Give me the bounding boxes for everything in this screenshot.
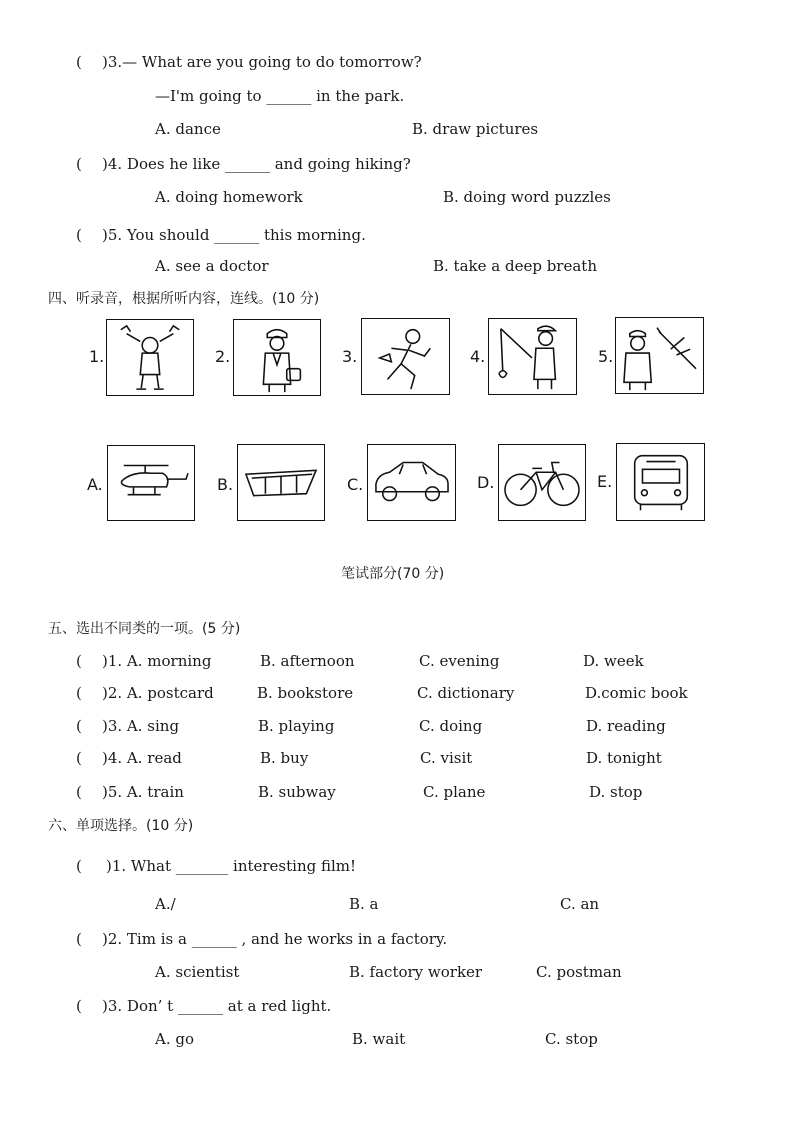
bus-picture[interactable] (616, 443, 705, 521)
p6-q3-option-a: A. go (155, 1030, 195, 1048)
p5-q3-paren[interactable]: ( (76, 717, 82, 735)
p5-q2-option-c: C. dictionary (417, 684, 515, 702)
boat-icon (238, 445, 324, 520)
p6-q3-option-b: B. wait (352, 1030, 406, 1048)
p5-q5-option-d: D. stop (589, 783, 643, 801)
fisherman-icon (489, 319, 576, 394)
p5-q4-option-d: D. tonight (586, 749, 662, 767)
postman-picture[interactable] (233, 319, 321, 396)
pilot-picture[interactable] (615, 317, 704, 394)
p6-q1-option-c: C. an (560, 895, 600, 913)
p5-q1-option-d: D. week (583, 652, 644, 670)
part5-heading: 五、选出不同类的一项。(5 分) (48, 621, 241, 637)
match-number-1: 1. (89, 347, 105, 366)
q5-option-b: B. take a deep breath (433, 257, 597, 275)
p6-q3-paren[interactable]: ( (76, 997, 82, 1015)
boat-picture[interactable] (237, 444, 325, 521)
p5-q1-option-c: C. evening (419, 652, 500, 670)
q5-stem: )5. You should ______ this morning. (102, 226, 366, 244)
p5-q5-option-b: B. subway (258, 783, 336, 801)
p6-q2-paren[interactable]: ( (76, 930, 82, 948)
q4-stem: )4. Does he like ______ and going hiking? (102, 155, 411, 173)
part6-heading: 六、单项选择。(10 分) (48, 818, 194, 834)
p5-q3-option-b: B. playing (258, 717, 335, 735)
p6-q1-option-a: A./ (155, 895, 176, 913)
mechanic-icon (107, 320, 193, 395)
q4-paren[interactable]: ( (76, 155, 82, 173)
p5-q1-paren[interactable]: ( (76, 652, 82, 670)
q3-paren[interactable]: ( (76, 53, 82, 71)
written-part-heading: 笔试部分(70 分) (341, 566, 445, 582)
p5-q4-option-b: B. buy (260, 749, 309, 767)
match-number-5: 5. (598, 347, 614, 366)
match-number-3: 3. (342, 347, 358, 366)
p5-q3-option-c: C. doing (419, 717, 483, 735)
q3-option-a: A. dance (155, 120, 221, 138)
running-man-picture[interactable] (361, 318, 450, 395)
p6-q1-paren[interactable]: ( (76, 857, 82, 875)
p5-q2-option-b: B. bookstore (257, 684, 354, 702)
car-icon (368, 445, 455, 520)
p5-q2-option-d: D.comic book (585, 684, 688, 702)
q3-option-b: B. draw pictures (412, 120, 539, 138)
q3-stem-line2: —I'm going to ______ in the park. (155, 87, 405, 105)
p5-q3-option-d: D. reading (586, 717, 666, 735)
q5-option-a: A. see a doctor (155, 257, 269, 275)
mechanic-picture[interactable] (106, 319, 194, 396)
p6-q1-option-b: B. a (349, 895, 379, 913)
match-number-4: 4. (470, 347, 486, 366)
bus-icon (617, 444, 704, 520)
match-letter-a: A. (87, 475, 103, 494)
q4-option-b: B. doing word puzzles (443, 188, 611, 206)
match-letter-c: C. (347, 475, 364, 494)
part4-heading: 四、听录音，根据所听内容，连线。(10 分) (48, 291, 320, 307)
helicopter-icon (108, 446, 194, 520)
postman-icon (234, 320, 320, 395)
p5-q2-option-a: )2. A. postcard (102, 684, 214, 702)
match-number-2: 2. (215, 347, 231, 366)
helicopter-picture[interactable] (107, 445, 195, 521)
q3-stem: )3.— What are you going to do tomorrow? (102, 53, 422, 71)
bicycle-icon (499, 445, 585, 520)
p5-q1-option-b: B. afternoon (260, 652, 355, 670)
running-man-icon (362, 319, 449, 394)
q4-option-a: A. doing homework (155, 188, 303, 206)
p6-q3-stem: )3. Don’ t ______ at a red light. (102, 997, 332, 1015)
p5-q1-option-a: )1. A. morning (102, 652, 212, 670)
p6-q3-option-c: C. stop (545, 1030, 598, 1048)
q5-paren[interactable]: ( (76, 226, 82, 244)
p5-q4-option-c: C. visit (420, 749, 473, 767)
p5-q5-option-c: C. plane (423, 783, 486, 801)
pilot-icon (616, 318, 703, 393)
match-letter-d: D. (477, 473, 495, 492)
p6-q2-option-a: A. scientist (155, 963, 240, 981)
match-letter-b: B. (217, 475, 234, 494)
bicycle-picture[interactable] (498, 444, 586, 521)
p5-q3-option-a: )3. A. sing (102, 717, 180, 735)
match-letter-e: E. (597, 472, 613, 491)
p5-q2-paren[interactable]: ( (76, 684, 82, 702)
p5-q4-option-a: )4. A. read (102, 749, 182, 767)
p5-q5-paren[interactable]: ( (76, 783, 82, 801)
car-picture[interactable] (367, 444, 456, 521)
p5-q4-paren[interactable]: ( (76, 749, 82, 767)
p6-q2-option-c: C. postman (536, 963, 622, 981)
p5-q5-option-a: )5. A. train (102, 783, 184, 801)
fisherman-picture[interactable] (488, 318, 577, 395)
p6-q1-stem: )1. What _______ interesting film! (106, 857, 357, 875)
p6-q2-option-b: B. factory worker (349, 963, 483, 981)
p6-q2-stem: )2. Tim is a ______ , and he works in a factory. (102, 930, 448, 948)
